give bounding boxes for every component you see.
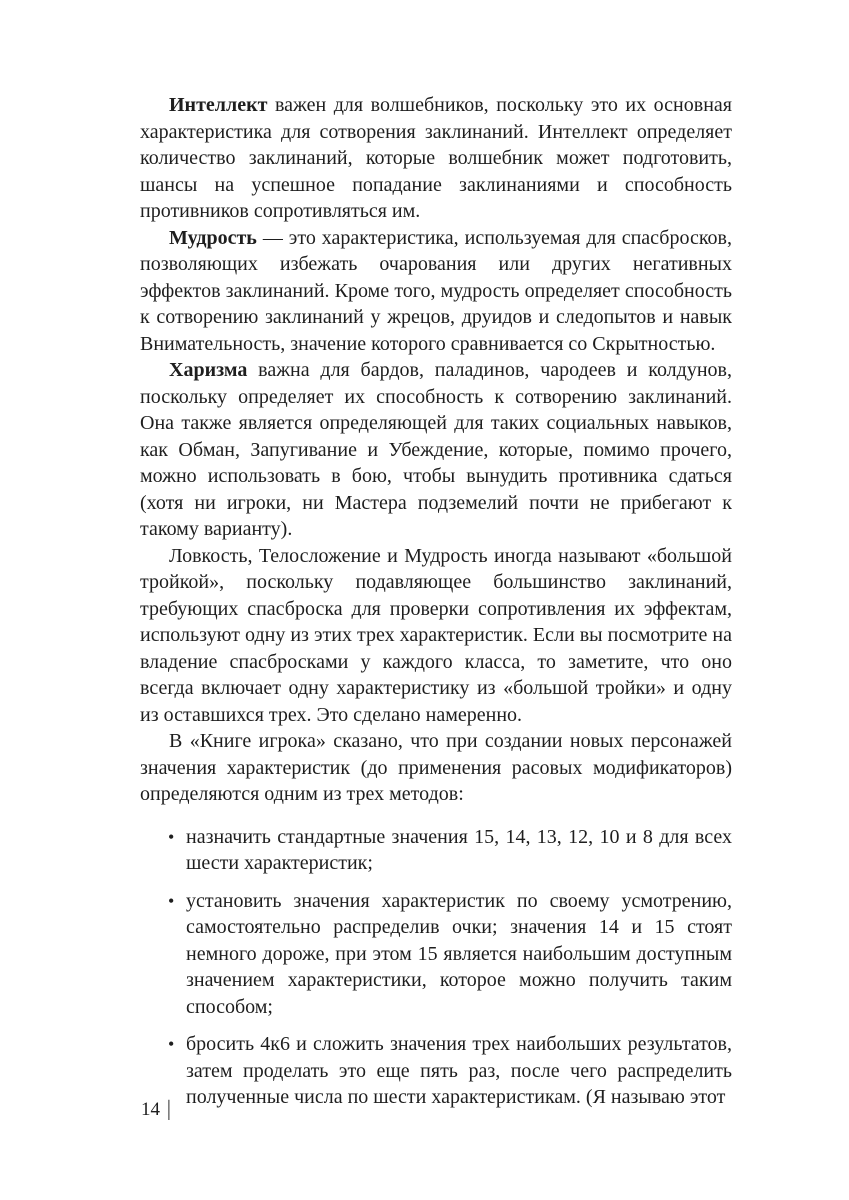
list-item: • бросить 4к6 и сложить значения трех наибольших результатов, затем проделать это еще пять раз, после чего распределить полученные числа по шести характеристикам. (Я называю этот	[186, 1031, 732, 1111]
list-item: • назначить стандартные значения 15, 14, 13, 12, 10 и 8 для всех шести характеристик;	[186, 824, 732, 877]
page-footer	[141, 1098, 171, 1122]
page-number: 14	[141, 1099, 160, 1120]
paragraph-lead-intellect: Интеллект	[169, 94, 268, 116]
paragraph-methods-intro	[140, 728, 732, 808]
list-item: • установить значения характеристик по своему усмотрению, самостоятельно распределив очки; значения 14 и 15 стоят немного дороже, при этом 15 является наибольшим доступным значением характеристики, которое можно получить таким способом;	[186, 888, 732, 1021]
paragraph-big-three	[140, 543, 732, 729]
paragraph-text: важен для волшебников, поскольку это их основная характеристика для сотворения заклинаний. Интеллект определяет количество заклинаний, которые волшебник может подготовить, шансы на успешное попадание заклинаниями и способность противников сопротивляться им.	[140, 94, 732, 222]
paragraph-charisma	[140, 357, 732, 543]
footer-divider: |	[167, 1097, 171, 1122]
paragraph-intellect	[140, 92, 732, 225]
paragraph-text: В «Книге игрока» сказано, что при создании новых персонажей значения характеристик (до применения расовых модификаторов) определяются одним из трех методов:	[140, 730, 732, 805]
paragraph-text: — это характеристика, используемая для спасбросков, позволяющих избежать очарования или других негативных эффектов заклинаний. Кроме того, мудрость определяет способность к сотворению заклинаний у жрецов, друидов и следопытов и навык Внимательность, значение которого сравнивается со Скрытностью.	[140, 226, 732, 355]
paragraph-text: Ловкость, Телосложение и Мудрость иногда называют «большой тройкой», поскольку подавляющее большинство заклинаний, требующих спасброска для проверки сопротивления их эффектам, используют одну из этих трех характеристик. Если вы посмотрите на владение спасбросками у каждого класса, то заметите, что оно всегда включает одну характеристику из «большой тройки» и одну из оставшихся трех. Это сделано намеренно.	[140, 544, 732, 726]
paragraph-text: важна для бардов, паладинов, чародеев и колдунов, поскольку определяет их способность к сотворению заклинаний. Она также является определяющей для таких социальных навыков, как Обман, Запугивание и Убеждение, которые, помимо прочего, можно использовать в бою, чтобы вынудить противника сдаться (хотя ни игроки, ни Мастера подземелий почти не прибегают к такому варианту).	[140, 359, 732, 540]
page-content	[140, 92, 732, 1122]
ability-score-methods-list	[140, 824, 732, 1111]
paragraph-lead-charisma: Харизма	[169, 359, 248, 381]
paragraph-wisdom	[140, 225, 732, 358]
paragraph-lead-wisdom: Мудрость	[169, 226, 257, 249]
